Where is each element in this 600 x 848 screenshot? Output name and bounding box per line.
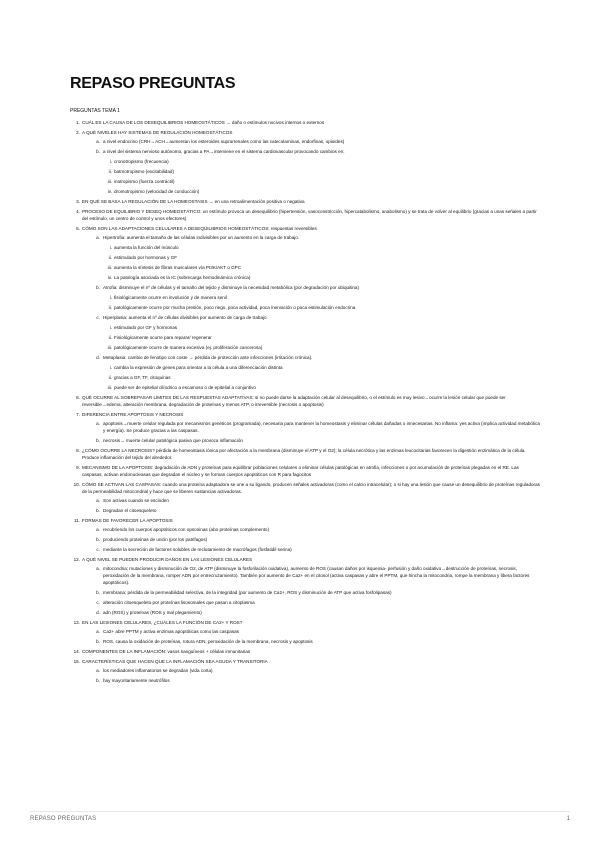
sub-sub-item (104, 264, 540, 271)
question-number: 3. (76, 199, 80, 204)
sub-item (92, 314, 540, 321)
sub-item-marker: a. (96, 668, 100, 673)
sub-item-text: hay mayoritariamente neutrófilos (103, 678, 170, 683)
sub-item-text: necrosis→ muerte celular patológica pasiva que provoca inflamación (103, 438, 243, 443)
sub-sub-item (104, 384, 540, 391)
question-text: A QUÉ NIVELES HAY SISTEMAS DE REGULACIÓN HOMEOSTÁTICOS (82, 130, 233, 135)
sub-item-marker: b. (96, 285, 100, 290)
question-text: COMPONENTES DE LA INFLAMACIÓN: vasos sanguíneos + células inmunitarias (82, 649, 251, 654)
question-item (70, 129, 540, 195)
question-number: 6. (76, 395, 80, 400)
sub-item-text: mitocondria; mutaciones y disminución de O2, de ATP (disminuye la fosforilación oxidativa), aumento de ROS (causan daños por isquemia- perfusión y daño oxidativo→destrucción de proteínas, necrosis, peroxidación de la membrana, romper ADN por entrecruzamiento). También por aumento de Ca2+ en el citosol (activa caspasas y abre el PPTM, que hincha la mitocondria, rompe la membrana y libera factores apoptóticos). (103, 566, 530, 585)
sub-item (92, 589, 540, 596)
sub-sub-item-text: estimulado por GF y hormonas (114, 325, 178, 330)
document-page (70, 75, 540, 687)
sub-sub-item-text: batmotropismo (excitabilidad) (114, 169, 174, 174)
sub-list (82, 420, 540, 444)
sub-item-text: Son activas cuando se escinden (103, 498, 169, 503)
question-text: CUÁL ES LA CAUSA DE LOS DESEQUILIBRIOS HOMEOSTÁTICOS → daño o estímulos nocivos internos o externos (82, 120, 325, 125)
sub-item (92, 437, 540, 444)
sub-item-text: Metaplasia: cambio de fenotipo con coste → pérdida de protección ante infecciones (irritación crónica). (103, 355, 313, 360)
question-text: CÓMO SON LAS ADAPTACIONES CELULARES A DESEQUILIBRIOS HOMEOSTÁTICOS: respuestas reversibles (82, 226, 317, 231)
sub-list (82, 565, 540, 616)
sub-item-marker: a. (96, 139, 100, 144)
sub-item-marker: c. (96, 547, 100, 552)
sub-item-text: a nivel endocrino (CRH→ACH→aumentan los esteroides suprarrenales como las catecolaminas, endorfinas, opioides) (103, 139, 345, 144)
sub-item-marker: a. (96, 527, 100, 532)
question-number: 1. (76, 120, 80, 125)
sub-sub-item-text: cambia la expresión de genes para orientar a la célula a una diferenciación distinta (114, 365, 283, 370)
sub-item (92, 638, 540, 645)
sub-item (92, 609, 540, 616)
question-item (70, 394, 540, 408)
sub-sub-item-marker: iii. (107, 385, 112, 390)
sub-item-marker: b. (96, 590, 100, 595)
page-title: REPASO PREGUNTAS (70, 75, 236, 92)
sub-item-marker: a. (96, 421, 100, 426)
sub-item (92, 536, 540, 543)
sub-item (92, 354, 540, 361)
question-number: 7. (76, 412, 80, 417)
sub-item-text: adn (ROS) y proteínas (ROS y mal plegamiento) (103, 610, 202, 615)
sub-item (92, 526, 540, 533)
sub-list (82, 526, 540, 553)
sub-sub-item-marker: ii. (108, 375, 112, 380)
question-number: 14. (73, 649, 80, 654)
sub-item-text: produciendo proteínas de unión (por los patrifagos) (103, 537, 208, 542)
sub-sub-item (104, 168, 540, 175)
sub-item-text: Atrofia: disminuye el nº de células y el tamaño del tejido y disminuye la necesidad metabólica (por degradación por ubiquitina) (103, 285, 360, 290)
question-number: 2. (76, 130, 80, 135)
question-text: PROCESO DE EQUILIBRIO Y DESEQ HOMEOSTÁTICO: un estímulo provoca un desequilibrio (hipertensión, vasoconstricción, hipercatabolismo, anabolismo) y se trata de volver al equilibrio (gracias a unas señales a partir del estímulo, un centro de control y unos efectores) (82, 209, 537, 221)
sub-item (92, 565, 540, 586)
sub-item-marker: d. (96, 355, 100, 360)
sub-sub-item-marker: i. (109, 245, 112, 250)
sub-sub-item (104, 364, 540, 371)
question-item (70, 198, 540, 205)
sub-sub-item (104, 344, 540, 351)
sub-item-marker: d. (96, 610, 100, 615)
question-text: EN QUÉ SE BASA LA REGULACIÓN DE LA HOMEOSTASIS → en una retroalimentación positiva o negativa (82, 199, 305, 204)
sub-sub-item-text: patológicamente ocurre de manera excesiva (ej. proliferación cancerosa) (114, 345, 263, 350)
question-text: MECANISMO DE LA APOPTOSIS: degradación de ADN y proteínas para equilibrar poblaciones celulares o eliminar células patológicas en atrofia, infecciones o por acumulación de proteínas plegadas en el RE. Las caspasas, activan endonucleasas que degradan el núcleo y se forman cuerpos apoptóticos con R para fagocitos (82, 465, 519, 477)
sub-item-marker: b. (96, 508, 100, 513)
sub-sub-item (104, 244, 540, 251)
sub-list (82, 234, 540, 391)
sub-sub-item-text: inotropismo (fuerza contráctil) (114, 179, 175, 184)
question-item (70, 464, 540, 478)
question-number: 8. (76, 448, 80, 453)
sub-sub-item-text: gracias a GF, TF, citoquinas (114, 375, 171, 380)
question-item (70, 481, 540, 514)
sub-sub-item-text: cronotropismo (frecuencia) (114, 159, 169, 164)
sub-item-marker: b. (96, 149, 100, 154)
sub-item (92, 546, 540, 553)
sub-sub-item-marker: ii. (108, 255, 112, 260)
question-text: DIFERENCIA ENTRE APOPTOSIS Y NECROSIS (82, 412, 184, 417)
sub-item-text: Degradan el citoesqueleto (103, 508, 157, 513)
question-number: 9. (76, 465, 80, 470)
sub-item-text: membrana; pérdida de la permeabilidad selectiva, de la integridad (por aumento de Ca2+, ROS y disminución de ATP que activa fosfolipasas) (103, 590, 392, 595)
sub-item-marker: a. (96, 235, 100, 240)
sub-list (82, 628, 540, 645)
sub-sub-item-text: estimulado por hormonas y GF (114, 255, 178, 260)
question-number: 10. (73, 482, 80, 487)
sub-sub-item (104, 334, 540, 341)
sub-sub-item-text: dromotropismo (velocidad de conducción) (114, 189, 200, 194)
section-subtitle: PREGUNTAS TEMA 1 (70, 108, 120, 114)
sub-item-text: mediante la secreción de factores solubles de reclutamiento de macrófagos (fosfatidil serina) (103, 547, 292, 552)
sub-item (92, 234, 540, 241)
sub-sub-item (104, 158, 540, 165)
sub-sub-item-text: Fisiológicamente ocurre para reparar/ regenerar (114, 335, 212, 340)
sub-sub-item (104, 178, 540, 185)
sub-item (92, 667, 540, 674)
question-number: 5. (76, 226, 80, 231)
sub-sub-item-text: fisiológicamente ocurre en involución y de manera senil (114, 295, 227, 300)
page-number: 1 (566, 816, 570, 822)
question-item (70, 556, 540, 616)
sub-sub-item-marker: ii. (108, 169, 112, 174)
question-item (70, 411, 540, 444)
question-text: QUÉ OCURRE AL SOBREPASAR LÍMITES DE LAS RESPUESTAS ADAPTATIVAS: si no puede darse la adaptación celular al desequilibrio, o el estímulo es muy lesivo→ocurre la lesión celular que puede ser reversible→edema, alteración membrana, degradación de proteínas y menos ATP, o irreversible (necrosis o apoptosis) (82, 395, 506, 407)
sub-sub-item-marker: i. (109, 365, 112, 370)
question-number: 12. (73, 557, 80, 562)
question-item (70, 225, 540, 391)
sub-item (92, 138, 540, 145)
sub-sub-item (104, 324, 540, 331)
sub-item-text: Hiperplasia: aumenta el nº de células divisibles por aumento de carga de trabajo (103, 315, 267, 320)
sub-item-marker: b. (96, 639, 100, 644)
sub-list (82, 667, 540, 684)
question-text: ¿CÓMO OCURRE LA NECROSIS? pérdida de homeostasis iónica por afectación a la membrana (disminuye el ATP y el O2); la célula necrótica y las enzimas leucocitarias favorecen la digestión enzimática de la célula. Produce inflamación del tejido del alrededor. (82, 448, 526, 460)
sub-sub-item-text: aumenta la síntesis de fibras musculares vía PI3K/AKT o GPC (114, 265, 242, 270)
sub-sub-item-marker: iii. (107, 345, 112, 350)
sub-item (92, 284, 540, 291)
sub-sub-item-marker: iii. (107, 265, 112, 270)
sub-sub-item (104, 188, 540, 195)
footer-title: REPASO PREGUNTAS (30, 816, 97, 822)
question-text: FORMAS DE FAVORECER LA APOPTOSIS (82, 518, 173, 523)
sub-sub-item-marker: i. (109, 295, 112, 300)
question-text: CÓMO SE ACTIVAN LAS CASPASAS: cuando una proteína adaptadora se une a su ligando, producen señales activadoras (como el calcio intracelular); o si hay una lesión que cause un desequilibrio de proteínas reguladoras de la permeabilidad mitocondrial y hace que se liberen sustancias activadoras. (82, 482, 540, 494)
question-text: CARACTERÍSTICAS QUE HACEN QUE LA INFLAMACIÓN SEA AGUDA Y TRANSITORIA (82, 659, 268, 664)
sub-sub-item-marker: ii. (108, 335, 112, 340)
question-number: 11. (73, 518, 80, 523)
question-item (70, 119, 540, 126)
sub-sub-item-marker: ii. (108, 305, 112, 310)
sub-item-text: alteración citoesqueleto por proteínas lisosomales que pasan a citoplasma (103, 600, 255, 605)
sub-item-marker: c. (96, 315, 100, 320)
sub-item (92, 148, 540, 155)
sub-item-marker: a. (96, 498, 100, 503)
question-text: EN LAS LESIONES CELULARES, ¿CUÁLES LA FUNCIÓN DE CA2+ Y ROS? (82, 620, 243, 625)
sub-list (82, 138, 540, 195)
sub-item (92, 497, 540, 504)
sub-sub-item-text: aumenta la función del músculo (114, 245, 179, 250)
question-list (70, 119, 540, 684)
sub-item (92, 599, 540, 606)
sub-item-text: ROS, causa la oxidación de proteínas, rotura ADN, peroxidación de la membrana, necrosis y apoptosis (103, 639, 313, 644)
sub-item (92, 628, 540, 635)
sub-sub-item (104, 374, 540, 381)
sub-item-marker: b. (96, 678, 100, 683)
sub-sub-item-marker: iii. (107, 179, 112, 184)
question-number: 15. (73, 659, 80, 664)
sub-sub-item (104, 304, 540, 311)
question-item (70, 619, 540, 645)
question-item (70, 208, 540, 222)
question-number: 4. (76, 209, 80, 214)
sub-sub-item-marker: i. (109, 159, 112, 164)
question-number: 13. (73, 620, 80, 625)
question-item (70, 447, 540, 461)
sub-item-marker: a. (96, 629, 100, 634)
sub-sub-item-text: La patología asociada es la IC (sobrecarga hemodinámica crónica) (114, 275, 251, 280)
sub-item (92, 507, 540, 514)
sub-item-text: Hipertrofia: aumenta el tamaño de las células indivisibles por un aumento en la carga de trabajo. (103, 235, 300, 240)
sub-item-text: recubriendo los cuerpos apoptóticos con opsoninas (abo proteínas complemento) (103, 527, 269, 532)
sub-sub-item (104, 274, 540, 281)
sub-sub-item (104, 294, 540, 301)
page-footer (30, 811, 570, 822)
sub-item (92, 420, 540, 434)
question-item (70, 658, 540, 684)
sub-sub-item-marker: iv. (107, 275, 112, 280)
sub-item-text: apoptosis→muerte celular regulada por mecanismos genéticos (programada), necesaria para mantener la homeostasis y eliminar células dañadas o innecesarias. No inflama: yes activa (implica actividad metabólica y energía). Se produce gracias a las caspasas. (103, 421, 540, 433)
question-text: A QUÉ NIVEL SE PUEDEN PRODUCIR DAÑOS EN LAS LESIONES CELULARES (82, 557, 253, 562)
sub-item-marker: a. (96, 566, 100, 571)
sub-item-marker: b. (96, 537, 100, 542)
sub-sub-item-text: patológicamente ocurre por mucha presión, poco riego, poca actividad, poca inervación o poca estimulación endocrina (114, 305, 356, 310)
sub-list (82, 497, 540, 514)
sub-item-marker: b. (96, 438, 100, 443)
sub-item-text: a nivel del sistema nervioso autónomo, gracias a PA→interviene en el sistema cardiovascular provocando cambios en: (103, 149, 345, 154)
sub-sub-item-marker: i. (109, 325, 112, 330)
sub-item-marker: c. (96, 600, 100, 605)
question-item (70, 517, 540, 553)
question-item (70, 648, 540, 655)
sub-item-text: Ca2+ abre PPTM y activa enzimas apoptóticas como las caspasas (103, 629, 239, 634)
sub-item-text: los mediadores inflamatorios se degradan (vida corta) (103, 668, 213, 673)
sub-sub-item (104, 254, 540, 261)
sub-sub-item-marker: iv. (107, 189, 112, 194)
sub-sub-item-text: puede ser de epitelial cilíndrico a escamoso o de epitelial a conjuntivo (114, 385, 256, 390)
sub-item (92, 677, 540, 684)
